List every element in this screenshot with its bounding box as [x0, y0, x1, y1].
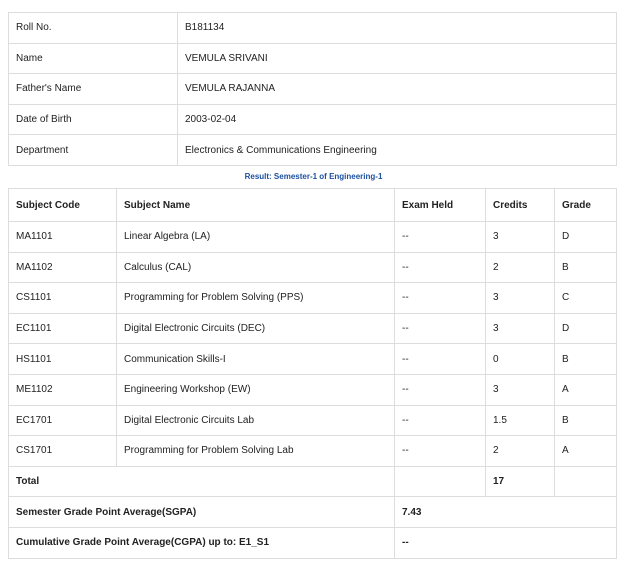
exam-held: --	[395, 222, 486, 253]
grade: B	[555, 344, 617, 375]
exam-held: --	[395, 252, 486, 283]
credits: 2	[486, 436, 555, 467]
header-grade: Grade	[555, 189, 617, 222]
department-value: Electronics & Communications Engineering	[178, 135, 617, 166]
total-label: Total	[9, 466, 395, 497]
exam-held: --	[395, 405, 486, 436]
table-row	[9, 252, 617, 283]
department-label: Department	[9, 135, 178, 166]
name-label: Name	[9, 43, 178, 74]
subject-name: Calculus (CAL)	[117, 252, 395, 283]
header-exam-held: Exam Held	[395, 189, 486, 222]
subject-name: Engineering Workshop (EW)	[117, 374, 395, 405]
header-subject-code: Subject Code	[9, 189, 117, 222]
roll-no-label: Roll No.	[9, 13, 178, 44]
subject-name: Digital Electronic Circuits (DEC)	[117, 313, 395, 344]
student-row-father-name	[9, 74, 617, 105]
total-credits: 17	[486, 466, 555, 497]
subject-name: Communication Skills-I	[117, 344, 395, 375]
grade: A	[555, 374, 617, 405]
cgpa-row	[9, 527, 617, 558]
exam-held: --	[395, 344, 486, 375]
dob-label: Date of Birth	[9, 104, 178, 135]
credits: 0	[486, 344, 555, 375]
father-name-label: Father's Name	[9, 74, 178, 105]
credits: 1.5	[486, 405, 555, 436]
exam-held: --	[395, 283, 486, 314]
subject-code: CS1701	[9, 436, 117, 467]
table-row	[9, 344, 617, 375]
subject-code: ME1102	[9, 374, 117, 405]
grade: D	[555, 222, 617, 253]
grades-table	[8, 188, 617, 559]
exam-held: --	[395, 436, 486, 467]
table-row	[9, 283, 617, 314]
subject-name: Programming for Problem Solving Lab	[117, 436, 395, 467]
student-row-dob	[9, 104, 617, 135]
subject-name: Linear Algebra (LA)	[117, 222, 395, 253]
credits: 3	[486, 313, 555, 344]
header-subject-name: Subject Name	[117, 189, 395, 222]
student-row-roll-no	[9, 13, 617, 44]
student-info-table	[8, 12, 617, 166]
grade: B	[555, 252, 617, 283]
grade: C	[555, 283, 617, 314]
subject-name: Digital Electronic Circuits Lab	[117, 405, 395, 436]
result-title: Result: Semester-1 of Engineering-1	[244, 172, 383, 181]
credits: 3	[486, 222, 555, 253]
table-row	[9, 222, 617, 253]
table-row	[9, 374, 617, 405]
name-value: VEMULA SRIVANI	[178, 43, 617, 74]
grades-header-row	[9, 189, 617, 222]
table-row	[9, 436, 617, 467]
grade: D	[555, 313, 617, 344]
sgpa-value: 7.43	[395, 497, 617, 528]
subject-code: HS1101	[9, 344, 117, 375]
sgpa-label: Semester Grade Point Average(SGPA)	[9, 497, 395, 528]
cgpa-value: --	[395, 527, 617, 558]
grade: B	[555, 405, 617, 436]
dob-value: 2003-02-04	[178, 104, 617, 135]
credits: 3	[486, 374, 555, 405]
subject-code: EC1701	[9, 405, 117, 436]
total-grade-empty	[555, 466, 617, 497]
table-row	[9, 405, 617, 436]
subject-code: CS1101	[9, 283, 117, 314]
father-name-value: VEMULA RAJANNA	[178, 74, 617, 105]
roll-no-value: B181134	[178, 13, 617, 44]
student-row-name	[9, 43, 617, 74]
cgpa-label: Cumulative Grade Point Average(CGPA) up to: E1_S1	[9, 527, 395, 558]
grade: A	[555, 436, 617, 467]
subject-code: MA1102	[9, 252, 117, 283]
header-credits: Credits	[486, 189, 555, 222]
subject-code: MA1101	[9, 222, 117, 253]
credits: 3	[486, 283, 555, 314]
credits: 2	[486, 252, 555, 283]
subject-name: Programming for Problem Solving (PPS)	[117, 283, 395, 314]
total-row	[9, 466, 617, 497]
table-row	[9, 313, 617, 344]
total-exam-held-empty	[395, 466, 486, 497]
student-row-department	[9, 135, 617, 166]
sgpa-row	[9, 497, 617, 528]
exam-held: --	[395, 374, 486, 405]
exam-held: --	[395, 313, 486, 344]
subject-code: EC1101	[9, 313, 117, 344]
